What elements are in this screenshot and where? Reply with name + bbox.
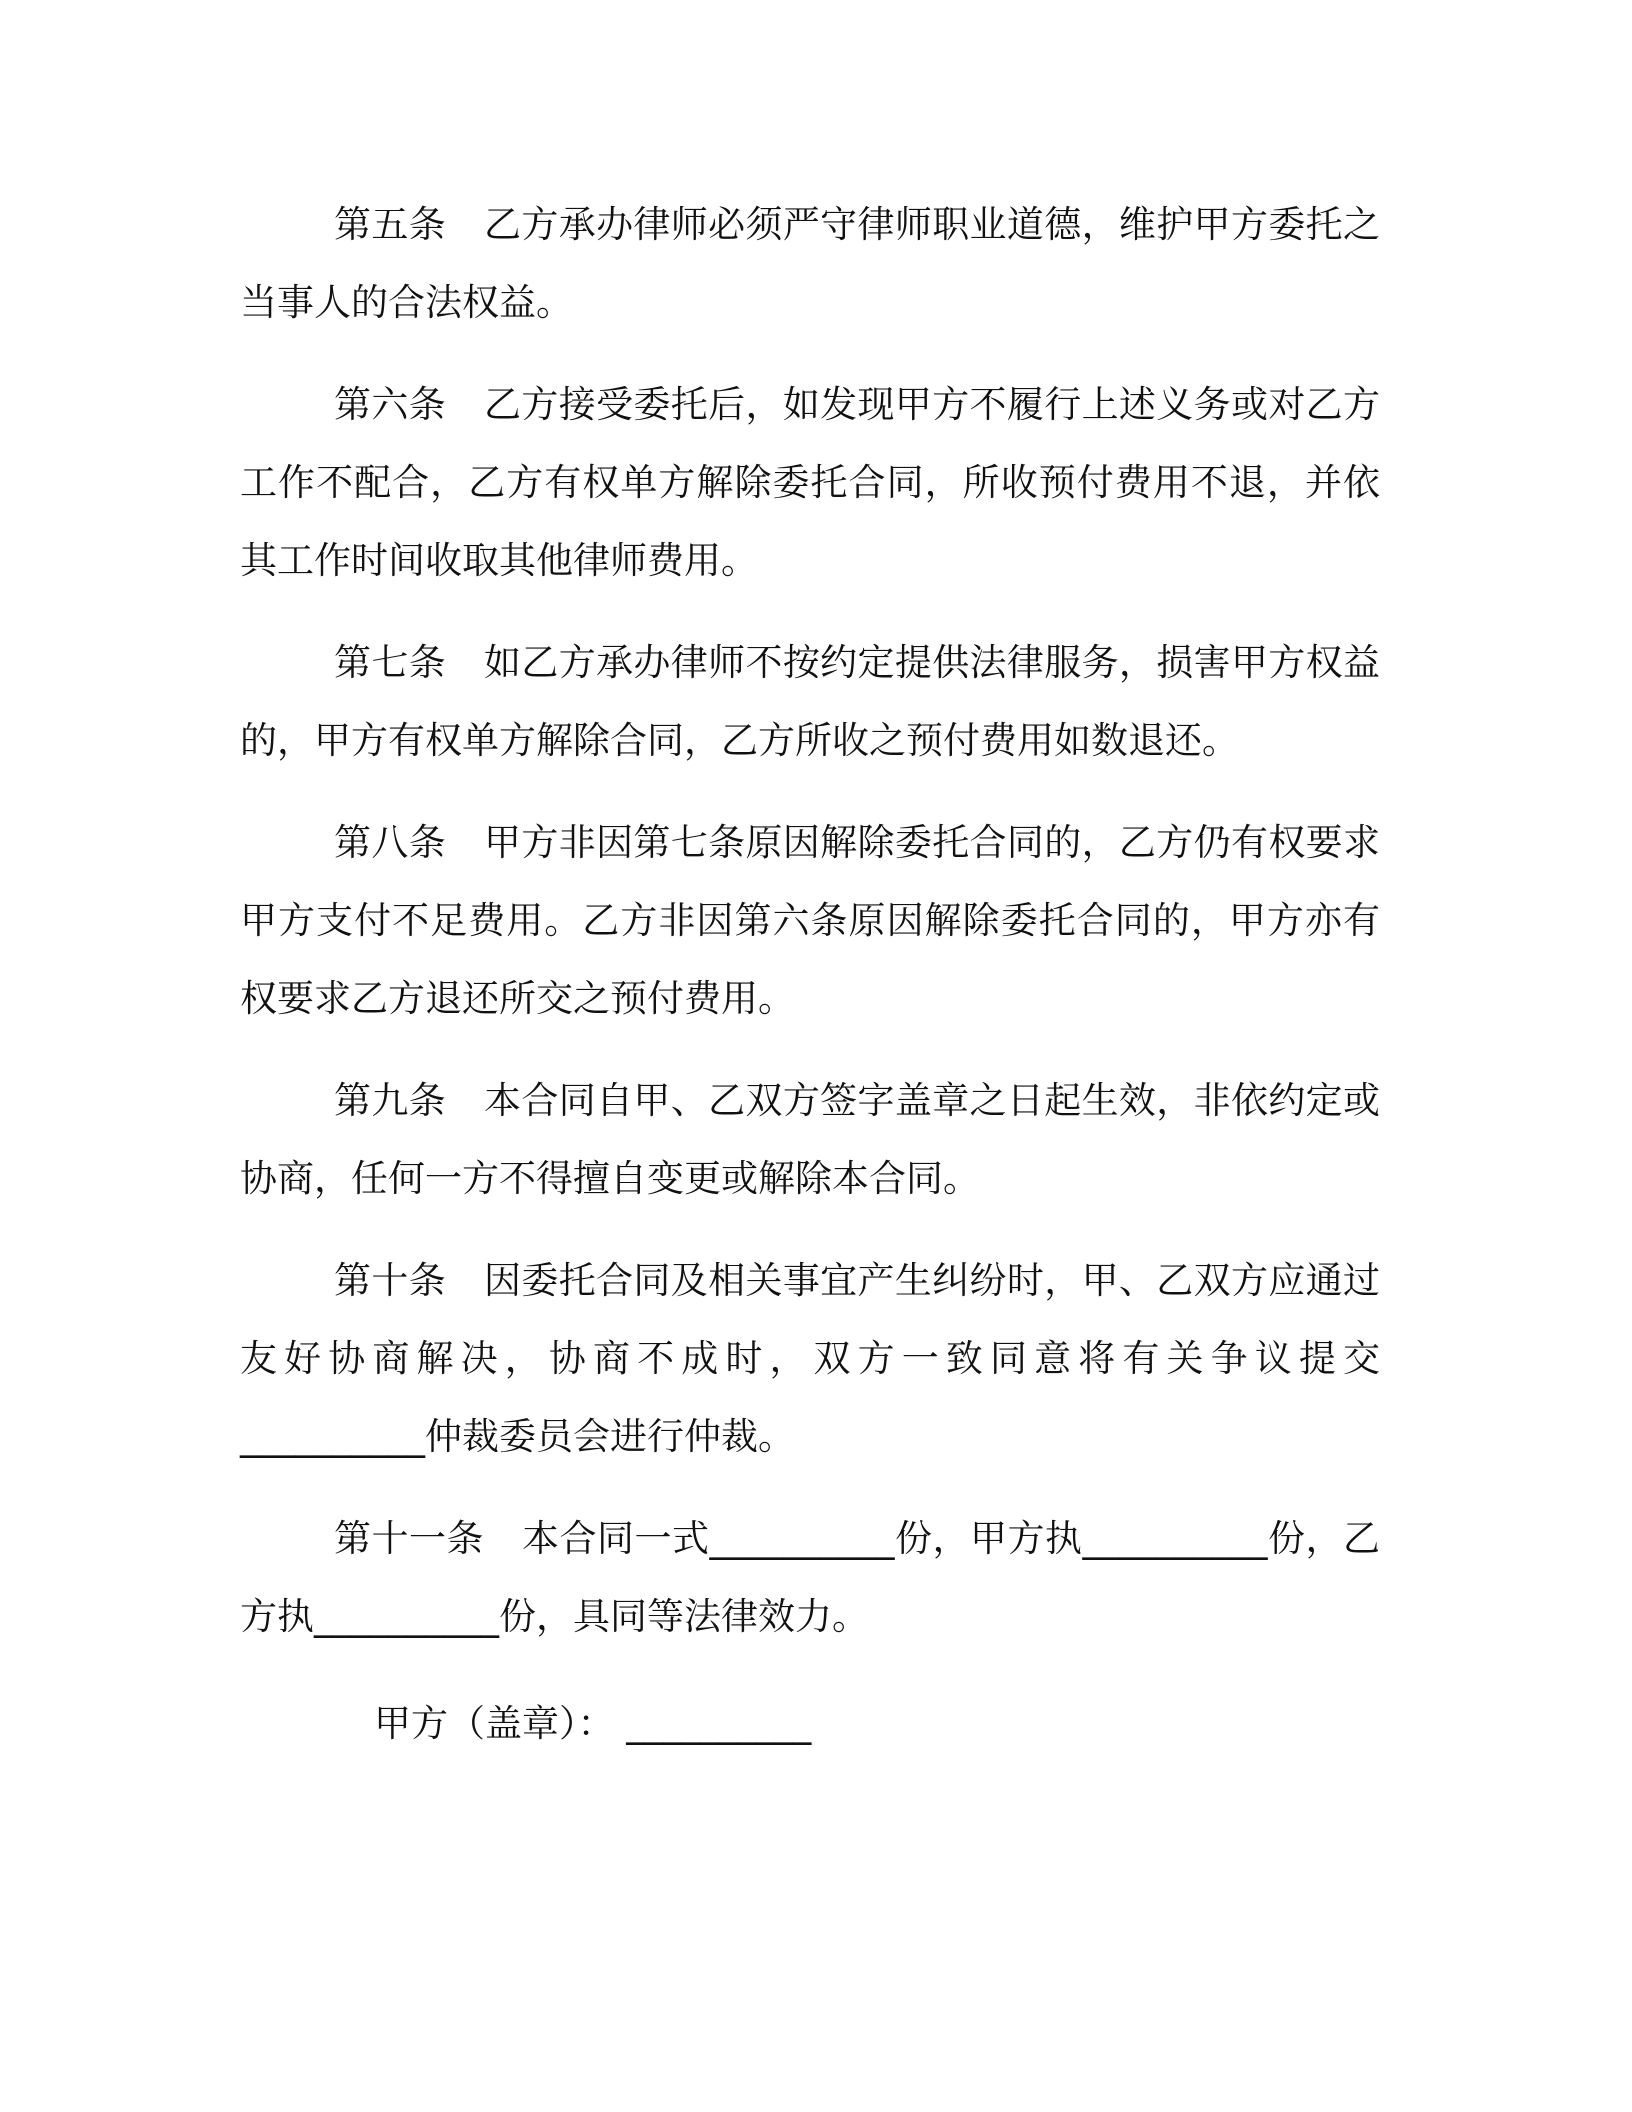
party-a-signature-line — [374, 1685, 811, 1763]
clause-6 — [240, 366, 1380, 600]
clause-10 — [240, 1242, 1380, 1476]
clause-9 — [240, 1062, 1380, 1218]
clause-number: 第七条 — [334, 641, 447, 684]
clause-text: 乙方承办律师必须严守律师职业道德，维护甲方委托之当事人的合法权益。 — [240, 203, 1381, 324]
clause-text: 乙方接受委托后，如发现甲方不履行上述义务或对乙方工作不配合，乙方有权单方解除委托合同，所收预付费用不退，并依其工作时间收取其他律师费用。 — [240, 383, 1381, 582]
clause-text: 本合同一式__________份，甲方执__________份，乙方执__________份，具同等法律效力。 — [240, 1517, 1380, 1638]
clause-number: 第十条 — [334, 1259, 447, 1302]
clause-number: 第八条 — [334, 821, 447, 864]
clause-text: 甲方非因第七条原因解除委托合同的，乙方仍有权要求甲方支付不足费用。乙方非因第六条原因解除委托合同的，甲方亦有权要求乙方退还所交之预付费用。 — [240, 821, 1381, 1020]
signature-label: 甲方（盖章）： — [374, 1702, 615, 1745]
clause-7 — [240, 624, 1380, 780]
clause-5 — [240, 186, 1380, 342]
signature-blank: __________ — [626, 1702, 812, 1745]
clause-text: 因委托合同及相关事宜产生纠纷时，甲、乙双方应通过友好协商解决，协商不成时，双方一致同意将有关争议提交__________仲裁委员会进行仲裁。 — [240, 1259, 1381, 1458]
clause-8 — [240, 804, 1380, 1038]
clause-text: 如乙方承办律师不按约定提供法律服务，损害甲方权益的，甲方有权单方解除合同，乙方所收之预付费用如数退还。 — [240, 641, 1381, 762]
clause-number: 第十一条 — [334, 1517, 484, 1560]
clause-number: 第六条 — [334, 383, 447, 426]
contract-body — [240, 186, 1380, 1680]
clause-text: 本合同自甲、乙双方签字盖章之日起生效，非依约定或协商，任何一方不得擅自变更或解除本合同。 — [240, 1079, 1381, 1200]
clause-number: 第五条 — [334, 203, 447, 246]
clause-number: 第九条 — [334, 1079, 447, 1122]
clause-11 — [240, 1500, 1380, 1656]
